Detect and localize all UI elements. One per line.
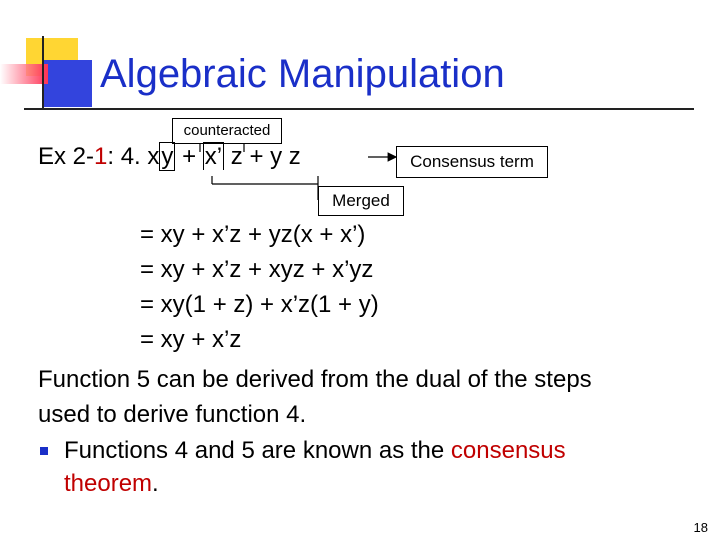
slide-title: Algebraic Manipulation bbox=[100, 52, 505, 96]
consensus-term-box: Consensus term bbox=[396, 146, 548, 178]
example-prefix-b: 1 bbox=[94, 143, 108, 170]
example-prefix-c: : 4. bbox=[107, 143, 141, 170]
term-y: y bbox=[161, 143, 174, 170]
bullet-square-icon bbox=[40, 447, 48, 455]
page-number: 18 bbox=[693, 520, 708, 535]
term-yz: y z bbox=[270, 143, 301, 170]
plus-sign-1: + bbox=[182, 143, 197, 170]
term-z: z bbox=[230, 143, 243, 170]
derivation-step: = xy + x’z + yz(x + x’) bbox=[140, 221, 366, 248]
derivation-step: = xy + x’z bbox=[140, 326, 242, 353]
bullet-text-line bbox=[64, 437, 566, 465]
body-text-line: Function 5 can be derived from the dual of the steps bbox=[38, 366, 592, 393]
derivation-step: = xy + x’z + xyz + x’yz bbox=[140, 256, 374, 283]
bullet-text: Functions 4 and 5 are known as the bbox=[64, 437, 451, 464]
highlight-consensus: consensus bbox=[450, 437, 566, 464]
body-text-line: used to derive function 4. bbox=[38, 401, 307, 428]
example-prefix-a: Ex 2- bbox=[38, 143, 95, 170]
merged-label-box: Merged bbox=[318, 186, 404, 216]
term-x-prime: x’ bbox=[204, 143, 223, 170]
term-x: x bbox=[147, 143, 160, 170]
plus-sign-2: + bbox=[249, 143, 264, 170]
derivation-step: = xy(1 + z) + x’z(1 + y) bbox=[140, 291, 379, 318]
bullet-text-continuation bbox=[64, 470, 159, 498]
counteracted-label-box: counteracted bbox=[172, 118, 282, 144]
highlight-theorem: theorem bbox=[64, 470, 153, 497]
bullet-tail: . bbox=[152, 470, 159, 497]
example-expression bbox=[38, 143, 301, 171]
